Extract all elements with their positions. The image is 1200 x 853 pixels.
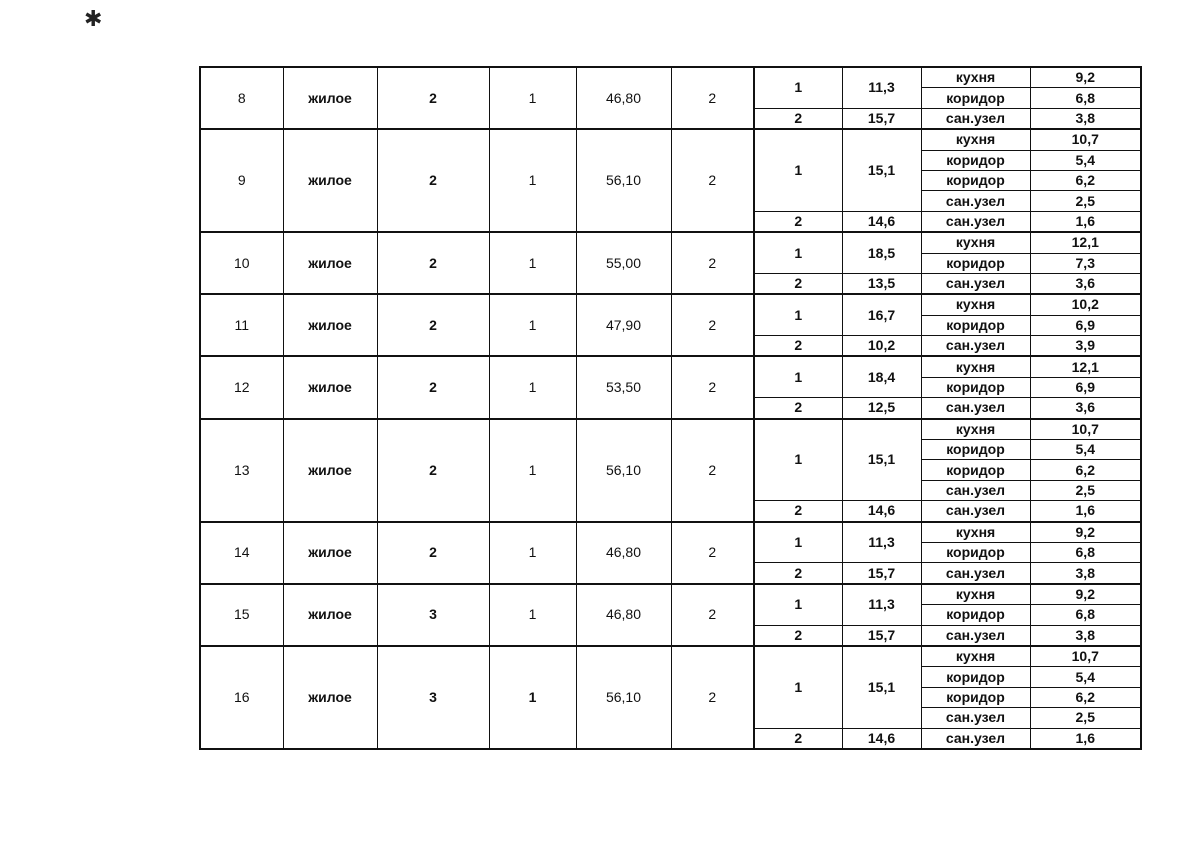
auxiliary-room-area-cell: 12,1 [1030,356,1141,377]
table-row [200,646,1141,667]
room-number-cell: 2 [754,398,842,419]
purpose-cell: жилое [283,67,377,129]
auxiliary-room-name-cell: сан.узел [921,108,1030,129]
table-row [200,129,1141,150]
area-cell: 46,80 [576,584,671,646]
auxiliary-room-area-cell: 10,7 [1030,646,1141,667]
auxiliary-room-name-cell: коридор [921,667,1030,687]
auxiliary-room-name-cell: кухня [921,419,1030,440]
auxiliary-room-area-cell: 5,4 [1030,440,1141,460]
auxiliary-room-area-cell: 7,3 [1030,253,1141,273]
auxiliary-room-area-cell: 10,7 [1030,129,1141,150]
room-number-cell: 2 [754,108,842,129]
auxiliary-room-area-cell: 3,9 [1030,336,1141,357]
auxiliary-room-area-cell: 9,2 [1030,584,1141,605]
apartments-table-body [200,67,1141,749]
auxiliary-room-area-cell: 1,6 [1030,211,1141,232]
area-cell: 46,80 [576,522,671,584]
room-area-cell: 11,3 [842,522,921,563]
purpose-cell: жилое [283,232,377,294]
column-4-cell: 1 [489,294,576,356]
auxiliary-room-area-cell: 6,8 [1030,542,1141,562]
column-4-cell: 1 [489,584,576,646]
apartment-number-cell: 14 [200,522,283,584]
auxiliary-room-name-cell: сан.узел [921,211,1030,232]
table-row [200,584,1141,605]
area-cell: 56,10 [576,646,671,749]
room-number-cell: 1 [754,584,842,625]
column-6-cell: 2 [671,232,754,294]
rooms-count-cell: 3 [377,584,489,646]
auxiliary-room-name-cell: коридор [921,605,1030,625]
room-area-cell: 13,5 [842,273,921,294]
table-row [200,232,1141,253]
auxiliary-room-name-cell: кухня [921,356,1030,377]
auxiliary-room-name-cell: сан.узел [921,480,1030,500]
apartment-number-cell: 16 [200,646,283,749]
rooms-count-cell: 2 [377,67,489,129]
room-area-cell: 15,7 [842,625,921,646]
auxiliary-room-area-cell: 9,2 [1030,67,1141,88]
column-4-cell: 1 [489,129,576,232]
auxiliary-room-name-cell: сан.узел [921,728,1030,749]
auxiliary-room-area-cell: 3,8 [1030,108,1141,129]
column-6-cell: 2 [671,419,754,522]
column-4-cell: 1 [489,67,576,129]
apartment-number-cell: 10 [200,232,283,294]
auxiliary-room-name-cell: коридор [921,377,1030,397]
auxiliary-room-name-cell: кухня [921,232,1030,253]
auxiliary-room-area-cell: 3,8 [1030,563,1141,584]
auxiliary-room-name-cell: кухня [921,294,1030,315]
auxiliary-room-area-cell: 6,9 [1030,315,1141,335]
auxiliary-room-name-cell: кухня [921,67,1030,88]
auxiliary-room-area-cell: 6,2 [1030,170,1141,190]
auxiliary-room-name-cell: коридор [921,460,1030,480]
area-cell: 56,10 [576,129,671,232]
rooms-count-cell: 2 [377,294,489,356]
auxiliary-room-name-cell: сан.узел [921,336,1030,357]
room-number-cell: 2 [754,501,842,522]
auxiliary-room-name-cell: кухня [921,584,1030,605]
auxiliary-room-name-cell: сан.узел [921,191,1030,211]
auxiliary-room-area-cell: 3,6 [1030,398,1141,419]
room-area-cell: 12,5 [842,398,921,419]
auxiliary-room-area-cell: 1,6 [1030,501,1141,522]
column-4-cell: 1 [489,232,576,294]
area-cell: 55,00 [576,232,671,294]
room-area-cell: 14,6 [842,211,921,232]
room-area-cell: 11,3 [842,584,921,625]
column-4-cell: 1 [489,522,576,584]
auxiliary-room-area-cell: 1,6 [1030,728,1141,749]
auxiliary-room-area-cell: 10,2 [1030,294,1141,315]
column-6-cell: 2 [671,356,754,418]
auxiliary-room-area-cell: 5,4 [1030,150,1141,170]
apartment-number-cell: 9 [200,129,283,232]
auxiliary-room-area-cell: 6,8 [1030,605,1141,625]
auxiliary-room-name-cell: коридор [921,440,1030,460]
room-number-cell: 1 [754,522,842,563]
auxiliary-room-area-cell: 3,6 [1030,273,1141,294]
table-row [200,67,1141,88]
auxiliary-room-name-cell: сан.узел [921,563,1030,584]
room-number-cell: 1 [754,67,842,108]
auxiliary-room-name-cell: коридор [921,170,1030,190]
room-area-cell: 10,2 [842,336,921,357]
rooms-count-cell: 2 [377,232,489,294]
room-number-cell: 1 [754,356,842,397]
rooms-count-cell: 2 [377,419,489,522]
purpose-cell: жилое [283,646,377,749]
room-number-cell: 2 [754,625,842,646]
room-number-cell: 1 [754,232,842,273]
room-number-cell: 2 [754,728,842,749]
auxiliary-room-name-cell: кухня [921,129,1030,150]
auxiliary-room-name-cell: кухня [921,522,1030,543]
column-4-cell: 1 [489,646,576,749]
room-number-cell: 2 [754,563,842,584]
column-6-cell: 2 [671,584,754,646]
auxiliary-room-name-cell: сан.узел [921,625,1030,646]
purpose-cell: жилое [283,584,377,646]
auxiliary-room-area-cell: 6,8 [1030,88,1141,108]
column-6-cell: 2 [671,294,754,356]
room-number-cell: 2 [754,211,842,232]
auxiliary-room-area-cell: 6,2 [1030,460,1141,480]
area-cell: 47,90 [576,294,671,356]
room-number-cell: 1 [754,419,842,501]
auxiliary-room-name-cell: сан.узел [921,398,1030,419]
auxiliary-room-name-cell: сан.узел [921,501,1030,522]
auxiliary-room-name-cell: коридор [921,687,1030,707]
purpose-cell: жилое [283,356,377,418]
table-row [200,356,1141,377]
auxiliary-room-area-cell: 6,9 [1030,377,1141,397]
room-area-cell: 15,1 [842,646,921,728]
rooms-count-cell: 2 [377,356,489,418]
auxiliary-room-name-cell: сан.узел [921,708,1030,728]
column-6-cell: 2 [671,67,754,129]
auxiliary-room-area-cell: 12,1 [1030,232,1141,253]
auxiliary-room-area-cell: 2,5 [1030,191,1141,211]
apartment-number-cell: 13 [200,419,283,522]
room-area-cell: 15,7 [842,563,921,584]
purpose-cell: жилое [283,522,377,584]
purpose-cell: жилое [283,419,377,522]
rooms-count-cell: 3 [377,646,489,749]
apartment-number-cell: 15 [200,584,283,646]
apartment-number-cell: 8 [200,67,283,129]
room-area-cell: 16,7 [842,294,921,335]
rooms-count-cell: 2 [377,522,489,584]
room-area-cell: 18,4 [842,356,921,397]
column-6-cell: 2 [671,646,754,749]
room-area-cell: 11,3 [842,67,921,108]
area-cell: 53,50 [576,356,671,418]
room-number-cell: 2 [754,273,842,294]
auxiliary-room-area-cell: 2,5 [1030,480,1141,500]
table-row [200,419,1141,440]
room-number-cell: 1 [754,646,842,728]
room-area-cell: 18,5 [842,232,921,273]
auxiliary-room-area-cell: 3,8 [1030,625,1141,646]
scan-speck: ✱ [84,7,103,32]
room-area-cell: 15,7 [842,108,921,129]
room-number-cell: 1 [754,129,842,211]
room-area-cell: 14,6 [842,728,921,749]
auxiliary-room-area-cell: 9,2 [1030,522,1141,543]
room-number-cell: 1 [754,294,842,335]
apartment-number-cell: 12 [200,356,283,418]
auxiliary-room-name-cell: коридор [921,542,1030,562]
auxiliary-room-area-cell: 6,2 [1030,687,1141,707]
auxiliary-room-name-cell: коридор [921,150,1030,170]
auxiliary-room-area-cell: 2,5 [1030,708,1141,728]
column-6-cell: 2 [671,129,754,232]
room-number-cell: 2 [754,336,842,357]
auxiliary-room-area-cell: 10,7 [1030,419,1141,440]
table-row [200,522,1141,543]
auxiliary-room-area-cell: 5,4 [1030,667,1141,687]
purpose-cell: жилое [283,294,377,356]
apartments-table [199,66,1142,750]
area-cell: 56,10 [576,419,671,522]
auxiliary-room-name-cell: коридор [921,88,1030,108]
auxiliary-room-name-cell: сан.узел [921,273,1030,294]
table-row [200,294,1141,315]
apartment-number-cell: 11 [200,294,283,356]
room-area-cell: 14,6 [842,501,921,522]
column-6-cell: 2 [671,522,754,584]
column-4-cell: 1 [489,419,576,522]
purpose-cell: жилое [283,129,377,232]
auxiliary-room-name-cell: кухня [921,646,1030,667]
column-4-cell: 1 [489,356,576,418]
room-area-cell: 15,1 [842,419,921,501]
area-cell: 46,80 [576,67,671,129]
auxiliary-room-name-cell: коридор [921,253,1030,273]
room-area-cell: 15,1 [842,129,921,211]
rooms-count-cell: 2 [377,129,489,232]
auxiliary-room-name-cell: коридор [921,315,1030,335]
